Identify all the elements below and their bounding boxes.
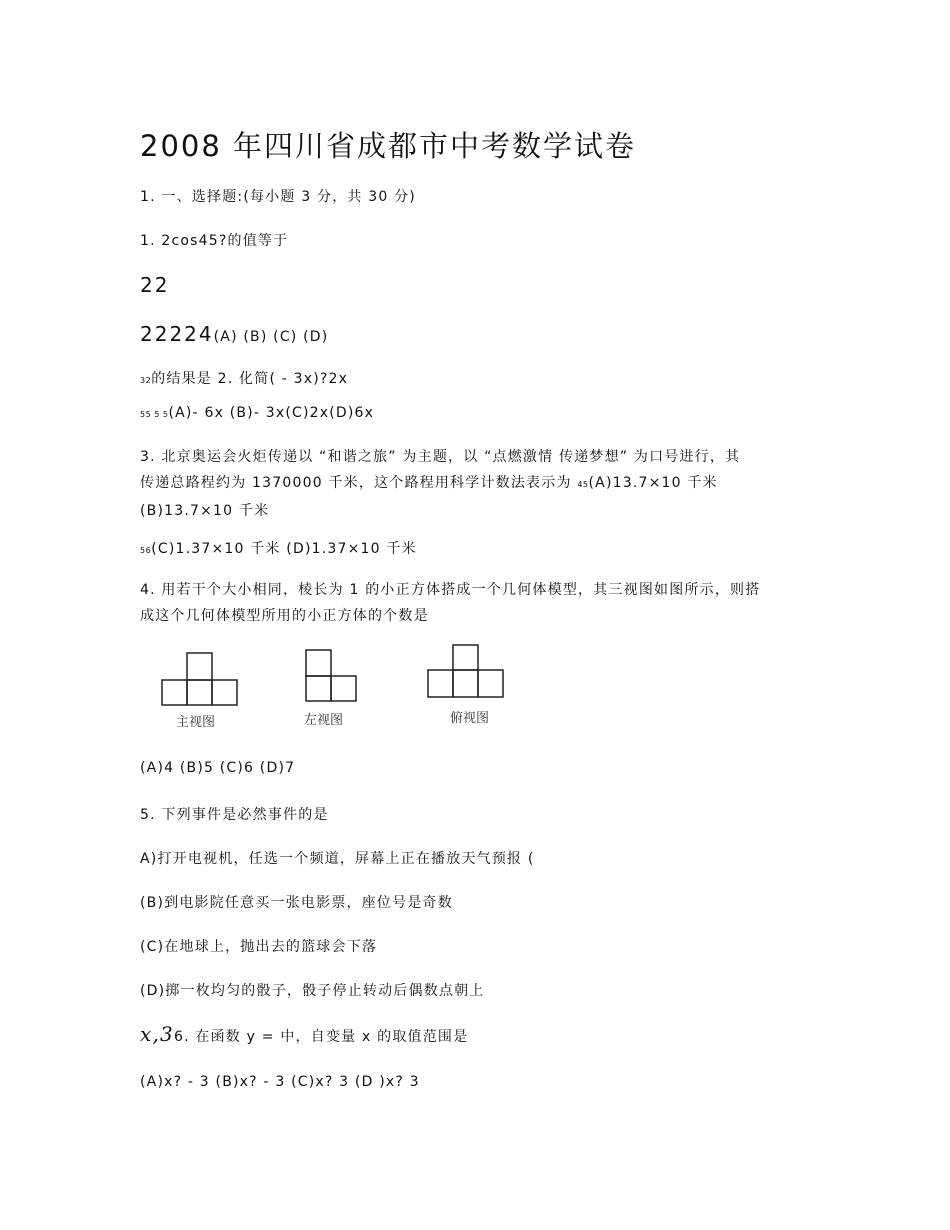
q1-options bbox=[140, 322, 328, 346]
front-view-cube bbox=[212, 680, 237, 705]
q5-option-d: (D)掷一枚均匀的骰子，骰子停止转动后偶数点朝上 bbox=[140, 983, 485, 999]
top-view-cube bbox=[478, 670, 503, 697]
q3-line2-text: 传递总路程约为 1370000 千米，这个路程用科学计数法表示为 bbox=[140, 475, 578, 491]
front-view-cube bbox=[187, 680, 212, 705]
q5-option-a: A)打开电视机，任选一个频道，屏幕上正在播放天气预报 ( bbox=[140, 851, 535, 867]
q3-superscript-2: 56 bbox=[140, 546, 152, 555]
top-view-cube bbox=[453, 670, 478, 697]
q3-option-a: (A)13.7×10 千米 bbox=[588, 475, 718, 491]
q2-superscript-2: 55 5 5 bbox=[140, 410, 169, 419]
side-view-label: 左视图 bbox=[304, 713, 344, 728]
q1-stem: 1. 2cos45?的值等于 bbox=[140, 233, 289, 249]
q3-option-b: (B)13.7×10 千米 bbox=[140, 503, 270, 519]
q3-options-cd bbox=[140, 538, 417, 558]
q1-fraction-digits: 22224 bbox=[140, 322, 214, 346]
three-view-figure bbox=[150, 640, 520, 735]
q2-text: 的结果是 2. 化简( - 3x)?2x bbox=[151, 371, 349, 387]
front-view-label: 主视图 bbox=[176, 715, 216, 730]
page-title: 2008 年四川省成都市中考数学试卷 bbox=[140, 129, 637, 163]
q6-stem bbox=[140, 1022, 468, 1046]
side-view-cube bbox=[306, 650, 331, 676]
q1-option-letters: (A) (B) (C) (D) bbox=[213, 329, 329, 345]
top-view-label: 俯视图 bbox=[450, 711, 490, 726]
q1-line2: 22 bbox=[140, 273, 170, 297]
front-view-cube bbox=[187, 653, 212, 680]
side-view-cube bbox=[306, 676, 331, 701]
q2-stem bbox=[140, 368, 348, 388]
q5-option-b: (B)到电影院任意买一张电影票，座位号是奇数 bbox=[140, 895, 453, 911]
side-view-cube bbox=[331, 676, 356, 701]
q3-option-text: (C)1.37×10 千米 (D)1.37×10 千米 bbox=[151, 541, 417, 557]
q4-line2: 成这个几何体模型所用的小正方体的个数是 bbox=[140, 608, 429, 624]
top-view-cube bbox=[453, 645, 478, 670]
q3-line2 bbox=[140, 470, 820, 498]
q6-options: (A)x? - 3 (B)x? - 3 (C)x? 3 (D )x? 3 bbox=[140, 1074, 420, 1090]
q4-options: (A)4 (B)5 (C)6 (D)7 bbox=[140, 760, 296, 776]
q2-options bbox=[140, 405, 374, 421]
q2-superscript: 32 bbox=[140, 376, 152, 385]
q6-expression: x,3 bbox=[140, 1022, 174, 1046]
q3-stem bbox=[140, 444, 820, 524]
q5-stem: 5. 下列事件是必然事件的是 bbox=[140, 807, 329, 823]
q3-line1: 3. 北京奥运会火炬传递以 “和谐之旅” 为主题，以 “点燃激情 传递梦想” 为口号进行，其 bbox=[140, 449, 741, 465]
front-view-cube bbox=[162, 680, 187, 705]
q2-option-text: (A)- 6x (B)- 3x(C)2x(D)6x bbox=[168, 405, 375, 421]
q4-stem bbox=[140, 577, 820, 629]
q6-text: 6. 在函数 y = 中，自变量 x 的取值范围是 bbox=[173, 1029, 469, 1045]
section-heading: 1. 一、选择题:(每小题 3 分，共 30 分) bbox=[140, 189, 416, 205]
q3-superscript: 45 bbox=[577, 480, 589, 489]
q5-option-c: (C)在地球上，抛出去的篮球会下落 bbox=[140, 939, 378, 955]
q4-line1: 4. 用若干个大小相同，棱长为 1 的小正方体搭成一个几何体模型，其三视图如图所示，则搭 bbox=[140, 582, 761, 598]
top-view-cube bbox=[428, 670, 453, 697]
